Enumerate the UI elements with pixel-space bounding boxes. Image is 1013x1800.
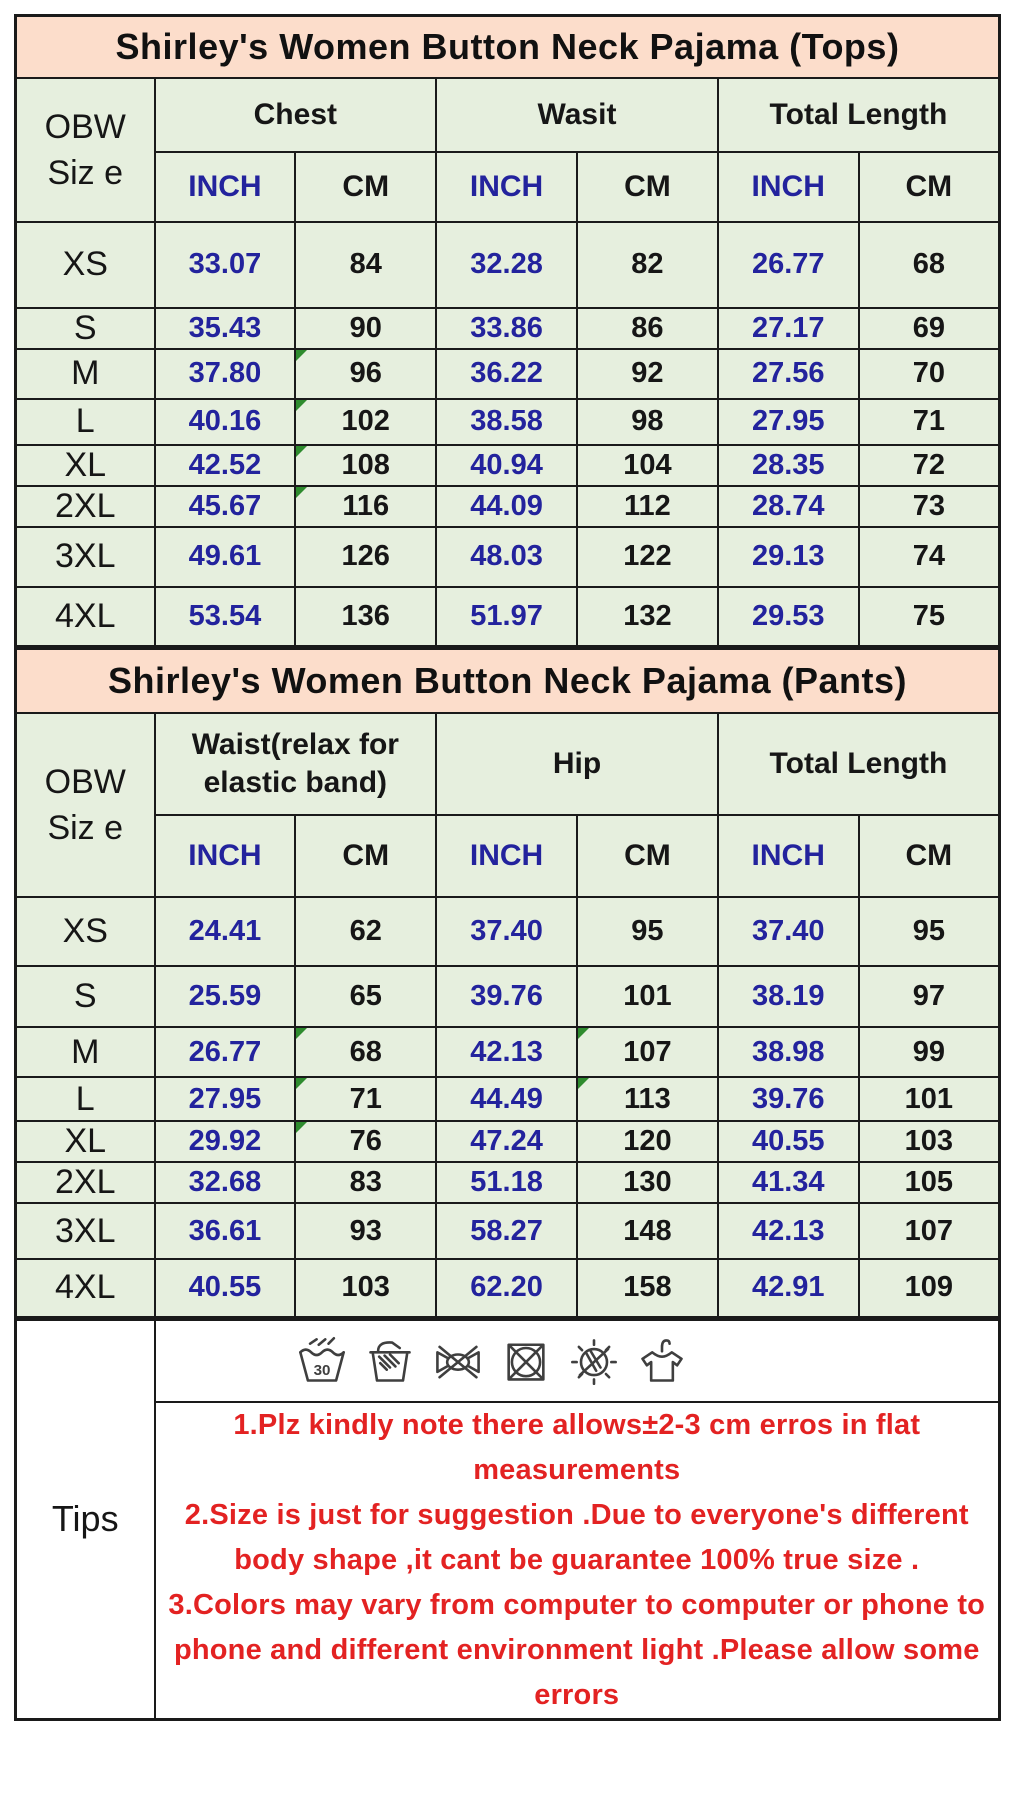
size-cell: XS (16, 222, 155, 308)
size-cell: M (16, 349, 155, 399)
value-cell: 108 (295, 445, 436, 486)
value-cell: 84 (295, 222, 436, 308)
size-column-header-line2: Siz e (47, 153, 124, 192)
tip-line: 2.Size is just for suggestion .Due to everyone's different body shape ,it cant be guarantee 100% true size . (184, 1498, 969, 1576)
unit-header-cm: CM (577, 152, 718, 222)
care-icons-cell (155, 1320, 1000, 1402)
value-cell: 95 (859, 897, 1000, 966)
value-cell: 44.09 (436, 486, 577, 527)
size-cell: 4XL (16, 1259, 155, 1317)
cell-corner-mark (578, 1078, 589, 1089)
size-row-s (16, 308, 1000, 349)
value-cell: 99 (859, 1027, 1000, 1077)
value-cell: 26.77 (718, 222, 859, 308)
value-cell: 37.40 (436, 897, 577, 966)
do-not-sun-dry-icon (568, 1335, 620, 1387)
group-header-total-length: Total Length (718, 713, 1000, 815)
value-cell: 32.68 (155, 1162, 296, 1203)
unit-header-inch: INCH (436, 815, 577, 897)
value-cell: 39.76 (718, 1077, 859, 1121)
value-cell: 70 (859, 349, 1000, 399)
value-cell: 120 (577, 1121, 718, 1162)
value-cell: 36.61 (155, 1203, 296, 1259)
value-cell: 96 (295, 349, 436, 399)
value-cell: 24.41 (155, 897, 296, 966)
value-cell: 73 (859, 486, 1000, 527)
value-cell: 47.24 (436, 1121, 577, 1162)
value-cell: 86 (577, 308, 718, 349)
value-cell: 103 (295, 1259, 436, 1317)
do-not-wring-icon (432, 1335, 484, 1387)
value-cell: 51.18 (436, 1162, 577, 1203)
size-column-header-line1: OBW (44, 763, 126, 801)
value-cell: 42.13 (436, 1027, 577, 1077)
value-cell: 32.28 (436, 222, 577, 308)
size-row-4xl (16, 587, 1000, 647)
value-cell: 104 (577, 445, 718, 486)
value-cell: 132 (577, 587, 718, 647)
value-cell: 40.55 (718, 1121, 859, 1162)
do-not-tumble-dry-icon (500, 1335, 552, 1387)
cell-corner-mark (296, 1078, 307, 1089)
value-cell: 65 (295, 966, 436, 1027)
value-cell: 53.54 (155, 587, 296, 647)
size-cell: 3XL (16, 527, 155, 587)
value-cell: 49.61 (155, 527, 296, 587)
svg-text:30: 30 (313, 1361, 331, 1379)
value-cell: 136 (295, 587, 436, 647)
size-row-3xl (16, 1203, 1000, 1259)
unit-header-inch: INCH (436, 152, 577, 222)
size-cell: XL (16, 1121, 155, 1162)
value-cell: 39.76 (436, 966, 577, 1027)
value-cell: 28.35 (718, 445, 859, 486)
value-cell: 26.77 (155, 1027, 296, 1077)
unit-header-inch: INCH (155, 152, 296, 222)
value-cell: 48.03 (436, 527, 577, 587)
size-row-xs (16, 897, 1000, 966)
value-cell: 102 (295, 399, 436, 445)
tip-line: 3.Colors may vary from computer to computer or phone to phone and different environment light .Please allow some errors (168, 1588, 986, 1711)
size-row-l (16, 399, 1000, 445)
unit-header-inch: INCH (155, 815, 296, 897)
value-cell: 101 (577, 966, 718, 1027)
value-cell: 105 (859, 1162, 1000, 1203)
cell-corner-mark (296, 487, 307, 498)
tip-line: 1.Plz kindly note there allows±2-3 cm erros in flat measurements (233, 1408, 921, 1486)
value-cell: 38.19 (718, 966, 859, 1027)
size-cell: 2XL (16, 1162, 155, 1203)
size-row-s (16, 966, 1000, 1027)
size-row-m (16, 349, 1000, 399)
tops-table-title: Shirley's Women Button Neck Pajama (Tops) (16, 16, 1000, 78)
value-cell: 107 (859, 1203, 1000, 1259)
hang-to-dry-icon (636, 1335, 688, 1387)
cell-corner-mark (578, 1028, 589, 1039)
value-cell: 72 (859, 445, 1000, 486)
tips-text-cell (155, 1402, 1000, 1720)
group-header-waist-relax-for-elastic-band: Waist(relax for elastic band) (155, 713, 437, 815)
value-cell: 93 (295, 1203, 436, 1259)
care-and-tips-section (14, 1319, 1001, 1721)
value-cell: 42.13 (718, 1203, 859, 1259)
value-cell: 76 (295, 1121, 436, 1162)
value-cell: 38.98 (718, 1027, 859, 1077)
size-cell: L (16, 1077, 155, 1121)
value-cell: 58.27 (436, 1203, 577, 1259)
value-cell: 62.20 (436, 1259, 577, 1317)
value-cell: 40.94 (436, 445, 577, 486)
value-cell: 25.59 (155, 966, 296, 1027)
size-row-4xl (16, 1259, 1000, 1317)
size-cell: XL (16, 445, 155, 486)
value-cell: 122 (577, 527, 718, 587)
group-header-chest: Chest (155, 78, 437, 152)
size-cell: M (16, 1027, 155, 1077)
value-cell: 27.95 (718, 399, 859, 445)
unit-header-inch: INCH (718, 815, 859, 897)
value-cell: 130 (577, 1162, 718, 1203)
value-cell: 112 (577, 486, 718, 527)
value-cell: 82 (577, 222, 718, 308)
value-cell: 92 (577, 349, 718, 399)
value-cell: 71 (295, 1077, 436, 1121)
value-cell: 27.56 (718, 349, 859, 399)
value-cell: 37.80 (155, 349, 296, 399)
unit-header-inch: INCH (718, 152, 859, 222)
size-cell: L (16, 399, 155, 445)
size-cell: 3XL (16, 1203, 155, 1259)
size-row-2xl (16, 486, 1000, 527)
hand-wash-30-icon (296, 1335, 348, 1387)
size-row-m (16, 1027, 1000, 1077)
value-cell: 68 (295, 1027, 436, 1077)
value-cell: 29.13 (718, 527, 859, 587)
tips-label: Tips (16, 1320, 155, 1720)
value-cell: 29.92 (155, 1121, 296, 1162)
group-header-total-length: Total Length (718, 78, 1000, 152)
value-cell: 148 (577, 1203, 718, 1259)
value-cell: 90 (295, 308, 436, 349)
value-cell: 35.43 (155, 308, 296, 349)
cell-corner-mark (296, 400, 307, 411)
size-cell: 4XL (16, 587, 155, 647)
value-cell: 40.55 (155, 1259, 296, 1317)
value-cell: 27.17 (718, 308, 859, 349)
value-cell: 101 (859, 1077, 1000, 1121)
value-cell: 69 (859, 308, 1000, 349)
value-cell: 33.86 (436, 308, 577, 349)
size-column-header-line2: Siz e (47, 809, 124, 847)
value-cell: 116 (295, 486, 436, 527)
value-cell: 75 (859, 587, 1000, 647)
tops-size-table (14, 14, 1001, 648)
cell-corner-mark (296, 1028, 307, 1039)
value-cell: 44.49 (436, 1077, 577, 1121)
group-header-hip: Hip (436, 713, 718, 815)
unit-header-cm: CM (859, 815, 1000, 897)
value-cell: 103 (859, 1121, 1000, 1162)
value-cell: 36.22 (436, 349, 577, 399)
value-cell: 51.97 (436, 587, 577, 647)
value-cell: 27.95 (155, 1077, 296, 1121)
value-cell: 38.58 (436, 399, 577, 445)
value-cell: 74 (859, 527, 1000, 587)
size-row-xs (16, 222, 1000, 308)
size-row-xl (16, 1121, 1000, 1162)
size-column-header (16, 713, 155, 897)
size-row-2xl (16, 1162, 1000, 1203)
value-cell: 126 (295, 527, 436, 587)
value-cell: 37.40 (718, 897, 859, 966)
gentle-wash-tub-icon (364, 1335, 416, 1387)
value-cell: 40.16 (155, 399, 296, 445)
value-cell: 98 (577, 399, 718, 445)
unit-header-cm: CM (295, 815, 436, 897)
size-cell: S (16, 308, 155, 349)
size-row-l (16, 1077, 1000, 1121)
cell-corner-mark (296, 350, 307, 361)
value-cell: 71 (859, 399, 1000, 445)
value-cell: 45.67 (155, 486, 296, 527)
size-column-header (16, 78, 155, 222)
value-cell: 95 (577, 897, 718, 966)
size-cell: 2XL (16, 486, 155, 527)
pants-table-title: Shirley's Women Button Neck Pajama (Pants) (16, 649, 1000, 713)
size-column-header-line1: OBW (44, 107, 126, 146)
size-cell: XS (16, 897, 155, 966)
unit-header-cm: CM (295, 152, 436, 222)
value-cell: 109 (859, 1259, 1000, 1317)
unit-header-cm: CM (577, 815, 718, 897)
care-icons-row (156, 1335, 999, 1387)
value-cell: 62 (295, 897, 436, 966)
value-cell: 113 (577, 1077, 718, 1121)
group-header-wasit: Wasit (436, 78, 718, 152)
value-cell: 42.52 (155, 445, 296, 486)
size-row-xl (16, 445, 1000, 486)
value-cell: 33.07 (155, 222, 296, 308)
value-cell: 97 (859, 966, 1000, 1027)
size-row-3xl (16, 527, 1000, 587)
value-cell: 28.74 (718, 486, 859, 527)
value-cell: 158 (577, 1259, 718, 1317)
cell-corner-mark (296, 446, 307, 457)
pants-size-table (14, 648, 1001, 1319)
cell-corner-mark (296, 1122, 307, 1133)
size-cell: S (16, 966, 155, 1027)
value-cell: 41.34 (718, 1162, 859, 1203)
value-cell: 42.91 (718, 1259, 859, 1317)
value-cell: 29.53 (718, 587, 859, 647)
value-cell: 107 (577, 1027, 718, 1077)
value-cell: 68 (859, 222, 1000, 308)
unit-header-cm: CM (859, 152, 1000, 222)
value-cell: 83 (295, 1162, 436, 1203)
